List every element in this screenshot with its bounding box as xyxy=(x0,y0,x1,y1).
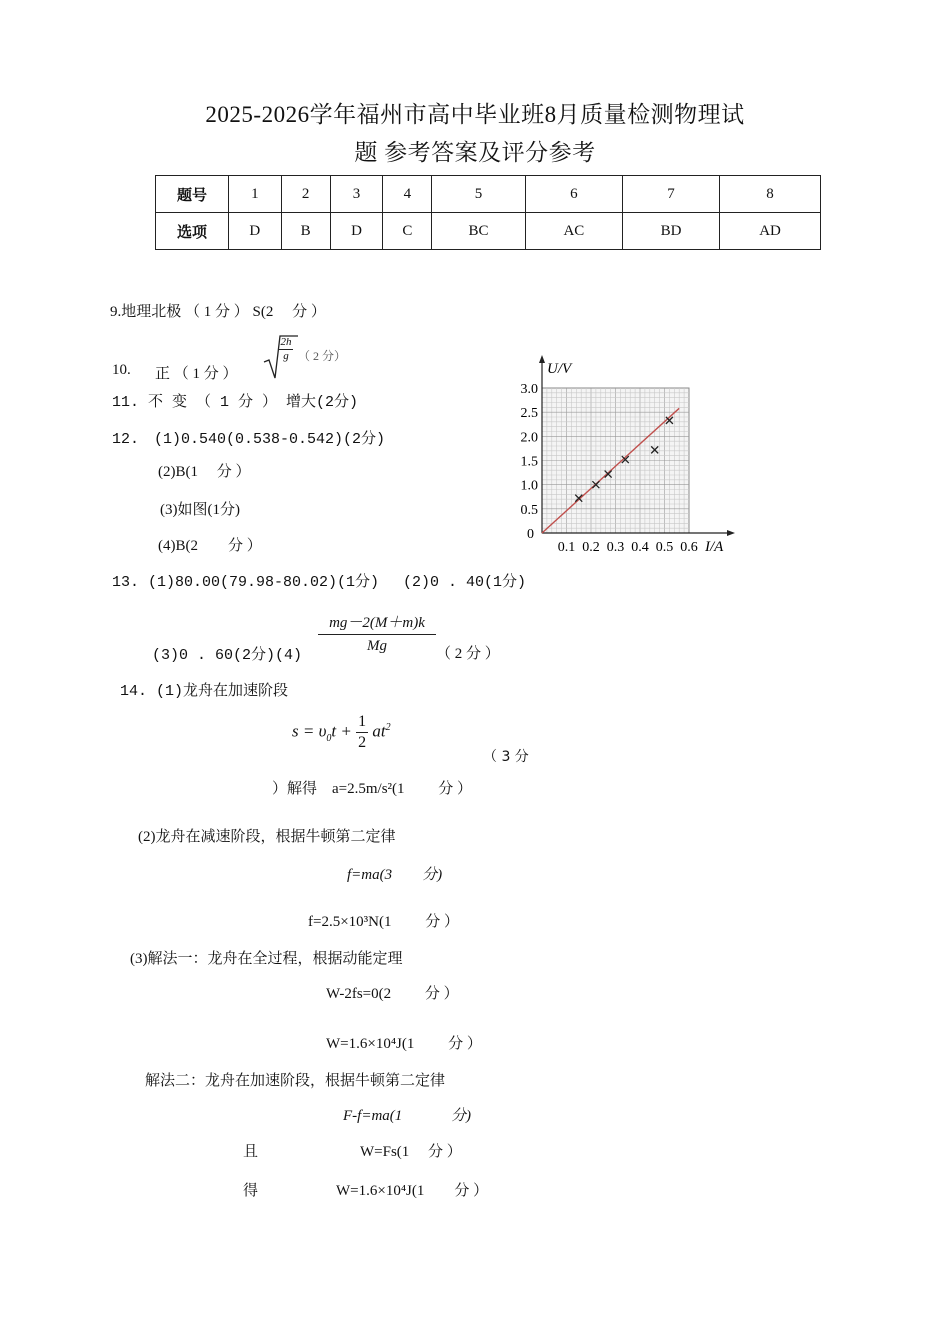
q13-score: （ 2 分 ） xyxy=(436,646,500,662)
y-tick-label: 0.5 xyxy=(520,502,538,518)
y-tick-label: 1.5 xyxy=(520,454,538,470)
sqrt-denominator: g xyxy=(283,350,289,362)
q14-equation-8: W=1.6×10⁴J(1 分 ） xyxy=(336,1183,489,1199)
y-tick-label: 2.0 xyxy=(520,430,538,446)
q10-answer: 正 （ 1 分 ） xyxy=(155,366,238,382)
q11-answer: 11. 不 变 （ 1 分 ） 增大(2分) xyxy=(112,394,359,411)
q14-line-2: ）解得 a=2.5m/s²(1 分 ） xyxy=(272,781,473,797)
eq1-sup: 2 xyxy=(385,721,391,733)
q10-score: （ 2 分） xyxy=(298,349,347,363)
q14-line-1: 14. (1)龙舟在加速阶段 xyxy=(120,683,289,700)
table-row-options xyxy=(156,213,821,250)
table-cell: BC xyxy=(432,213,525,250)
q9-answer: 9.地理北极 （ 1 分 ） S(2 分 ） xyxy=(110,304,326,320)
q10-sqrt-fraction xyxy=(279,336,293,363)
table-cell: 8 xyxy=(720,176,821,213)
table-cell: 5 xyxy=(432,176,525,213)
q12-line-4: (4)B(2 分 ） xyxy=(158,538,262,554)
eq1-fraction-num: 1 xyxy=(356,712,368,733)
y-axis-arrow-icon xyxy=(539,355,545,363)
table-cell: AD xyxy=(720,213,821,250)
page-title-line-2: 题 参考答案及评分参考 xyxy=(354,140,596,165)
table-cell: B xyxy=(281,213,330,250)
table-cell: BD xyxy=(622,213,719,250)
table-cell: 6 xyxy=(525,176,622,213)
table-cell: C xyxy=(383,213,432,250)
q14-eq7-prefix: 且 xyxy=(243,1144,259,1160)
eq1-sub: 0 xyxy=(326,732,332,744)
q10-label: 10. xyxy=(112,362,131,378)
row-header-number: 题号 xyxy=(156,176,229,213)
x-tick-label: 0.6 xyxy=(680,540,698,555)
page-title-line-1: 2025-2026学年福州市高中毕业班8月质量检测物理试 xyxy=(205,102,745,127)
u-i-graph xyxy=(505,355,745,560)
table-row-numbers xyxy=(156,176,821,213)
q13-fraction-denominator: Mg xyxy=(367,638,387,654)
x-tick-label: 0.4 xyxy=(631,540,649,555)
table-cell: AC xyxy=(525,213,622,250)
x-axis-arrow-icon xyxy=(727,530,735,536)
q14-equation-7: W=Fs(1 分 ） xyxy=(360,1144,462,1160)
y-tick-label: 3.0 xyxy=(520,382,538,397)
q12-line-3: (3)如图(1分) xyxy=(160,502,240,518)
table-cell: D xyxy=(330,213,383,250)
eq1-fraction-den: 2 xyxy=(358,734,367,751)
q14-eq8-prefix: 得 xyxy=(243,1183,259,1199)
q14-equation-3: f=2.5×10³N(1 分 ） xyxy=(308,914,459,930)
q14-line-3: (2)龙舟在减速阶段，根据牛顿第二定律 xyxy=(138,829,396,845)
eq1-left: s = υ xyxy=(292,721,327,741)
y-tick-label: 1.0 xyxy=(520,478,538,494)
row-header-option: 选项 xyxy=(156,213,229,250)
q14-equation-1 xyxy=(292,712,391,753)
q14-equation-6: F-f=ma(1 分) xyxy=(343,1108,472,1124)
eq1-fraction xyxy=(356,712,368,753)
eq1-right: at xyxy=(372,721,386,741)
origin-label: 0 xyxy=(527,527,534,542)
q14-score-1: （ 3 分 xyxy=(483,749,529,765)
q13-line-1: 13. (1)80.00(79.98-80.02)(1分) (2)0 . 40(1分) xyxy=(112,574,527,591)
x-tick-label: 0.2 xyxy=(582,540,600,555)
q12-line-2: (2)B(1 分 ） xyxy=(158,464,251,480)
table-cell: 2 xyxy=(281,176,330,213)
x-tick-label: 0.1 xyxy=(557,540,576,555)
eq1-mid: t + xyxy=(331,721,352,741)
x-tick-label: 0.5 xyxy=(655,540,674,555)
q12-line-1: 12. (1)0.540(0.538-0.542)(2分) xyxy=(112,431,386,448)
y-tick-label: 2.5 xyxy=(520,406,538,422)
q14-line-5: 解法二：龙舟在加速阶段，根据牛顿第二定律 xyxy=(145,1073,446,1089)
q14-line-4: (3)解法一：龙舟在全过程，根据动能定理 xyxy=(130,951,403,967)
table-cell: 1 xyxy=(229,176,282,213)
table-cell: 7 xyxy=(622,176,719,213)
q14-equation-4: W-2fs=0(2 分 ） xyxy=(326,986,459,1002)
answer-table xyxy=(155,175,821,250)
graph-grid xyxy=(542,388,689,533)
q14-equation-5: W=1.6×10⁴J(1 分 ） xyxy=(326,1036,482,1052)
q13-line-2: (3)0 . 60(2分)(4) xyxy=(152,647,303,664)
sqrt-numerator: 2h xyxy=(280,336,292,348)
q14-equation-2: f=ma(3 分) xyxy=(347,867,443,883)
x-tick-label: 0.3 xyxy=(606,540,625,555)
y-axis-label: U/V xyxy=(547,361,572,377)
x-axis-label: I/A xyxy=(705,539,724,555)
table-cell: 4 xyxy=(383,176,432,213)
table-cell: D xyxy=(229,213,282,250)
table-cell: 3 xyxy=(330,176,383,213)
q13-fraction-numerator: mg－2(M＋m)k xyxy=(318,611,436,635)
